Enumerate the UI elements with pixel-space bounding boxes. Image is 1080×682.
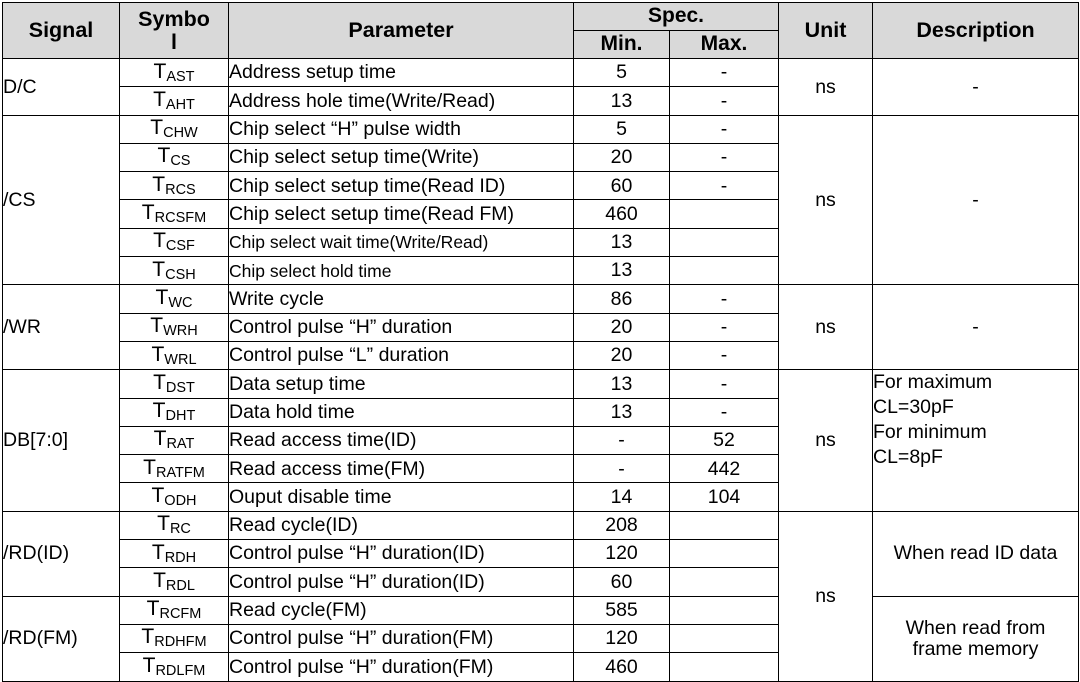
min-cell: 13 <box>574 257 670 285</box>
unit-cell: ns <box>779 59 873 116</box>
symbol-sub: RAT <box>166 436 195 453</box>
min-cell: 460 <box>574 200 670 228</box>
max-cell <box>670 653 779 681</box>
parameter-cell: Control pulse “L” duration <box>229 341 574 369</box>
max-cell <box>670 511 779 539</box>
header-symbol-line2: l <box>171 29 177 54</box>
header-symbol <box>120 3 229 59</box>
symbol-main: T <box>141 201 155 225</box>
symbol-main: T <box>150 116 164 140</box>
unit-cell: ns <box>779 285 873 370</box>
min-cell: 460 <box>574 653 670 681</box>
max-cell <box>670 624 779 652</box>
symbol-sub: WRL <box>164 351 197 368</box>
symbol-sub: CSF <box>165 238 195 255</box>
symbol-main: T <box>157 144 171 168</box>
min-cell: 13 <box>574 228 670 256</box>
parameter-cell: Chip select setup time(Write) <box>229 143 574 171</box>
min-cell: 13 <box>574 370 670 398</box>
symbol-main: T <box>153 427 167 451</box>
parameter-cell: Address setup time <box>229 59 574 87</box>
signal-rd-id: /RD(ID) <box>3 511 120 596</box>
description-cell <box>873 596 1079 681</box>
symbol-sub: RDH <box>164 549 197 566</box>
parameter-cell: Chip select hold time <box>229 257 574 285</box>
symbol-sub: AHT <box>165 96 195 113</box>
min-cell: 20 <box>574 313 670 341</box>
min-cell: 60 <box>574 568 670 596</box>
symbol-sub: RATFM <box>155 464 205 481</box>
description-line: For maximum <box>873 371 993 394</box>
symbol-cell <box>120 59 229 87</box>
symbol-main: T <box>143 455 156 479</box>
header-description: Description <box>873 3 1079 59</box>
symbol-sub: RCS <box>165 181 196 198</box>
description-cell: - <box>873 115 1079 285</box>
min-cell: - <box>574 455 670 483</box>
min-cell: 5 <box>574 115 670 143</box>
signal-dc: D/C <box>3 59 120 116</box>
parameter-cell: Data setup time <box>229 370 574 398</box>
symbol-sub: RDL <box>165 577 195 594</box>
header-signal: Signal <box>3 3 120 59</box>
table-row <box>3 285 1079 313</box>
table-row <box>3 115 1079 143</box>
symbol-cell <box>120 87 229 115</box>
symbol-main: T <box>151 540 165 564</box>
min-cell: 120 <box>574 624 670 652</box>
signal-cs: /CS <box>3 115 120 285</box>
parameter-cell: Chip select “H” pulse width <box>229 115 574 143</box>
parameter-cell: Control pulse “H” duration(ID) <box>229 568 574 596</box>
max-cell: - <box>670 370 779 398</box>
symbol-sub: RC <box>169 521 191 538</box>
symbol-main: T <box>153 87 166 111</box>
min-cell: 585 <box>574 596 670 624</box>
symbol-sub: CSH <box>165 266 196 283</box>
symbol-main: T <box>150 314 164 338</box>
max-cell: 442 <box>670 455 779 483</box>
max-cell: - <box>670 398 779 426</box>
unit-cell: ns <box>779 370 873 511</box>
max-cell: - <box>670 59 779 87</box>
table-row <box>3 596 1079 624</box>
symbol-cell <box>120 313 229 341</box>
symbol-cell <box>120 370 229 398</box>
symbol-sub: WRH <box>163 323 198 340</box>
header-spec: Spec. <box>574 3 779 31</box>
parameter-cell: Address hole time(Write/Read) <box>229 87 574 115</box>
symbol-sub: AST <box>166 68 195 85</box>
symbol-main: T <box>151 483 165 507</box>
min-cell: 60 <box>574 172 670 200</box>
max-cell: - <box>670 87 779 115</box>
symbol-cell <box>120 483 229 511</box>
max-cell: - <box>670 115 779 143</box>
max-cell <box>670 200 779 228</box>
description-line: frame memory <box>912 637 1039 660</box>
max-cell <box>670 540 779 568</box>
max-cell: - <box>670 341 779 369</box>
parameter-cell: Read cycle(FM) <box>229 596 574 624</box>
min-cell: 13 <box>574 398 670 426</box>
symbol-main: T <box>153 568 166 592</box>
min-cell: 5 <box>574 59 670 87</box>
symbol-sub: ODH <box>164 492 197 509</box>
parameter-cell: Read cycle(ID) <box>229 511 574 539</box>
symbol-main: T <box>142 653 156 677</box>
header-unit: Unit <box>779 3 873 59</box>
symbol-cell <box>120 653 229 681</box>
parameter-cell: Chip select setup time(Read FM) <box>229 200 574 228</box>
parameter-cell: Chip select setup time(Read ID) <box>229 172 574 200</box>
timing-spec-table <box>2 2 1079 682</box>
unit-cell: ns <box>779 511 873 681</box>
symbol-main: T <box>152 172 166 196</box>
symbol-sub: CHW <box>163 125 198 142</box>
symbol-cell <box>120 568 229 596</box>
description-line: For minimum <box>873 421 987 444</box>
symbol-cell <box>120 540 229 568</box>
signal-wr: /WR <box>3 285 120 370</box>
description-cell <box>873 370 1079 511</box>
symbol-main: T <box>153 370 166 394</box>
symbol-cell <box>120 228 229 256</box>
min-cell: 120 <box>574 540 670 568</box>
parameter-cell: Ouput disable time <box>229 483 574 511</box>
header-parameter: Parameter <box>229 3 574 59</box>
symbol-cell <box>120 143 229 171</box>
description-line: CL=30pF <box>873 396 954 419</box>
max-cell <box>670 596 779 624</box>
symbol-main: T <box>152 257 166 281</box>
min-cell: 14 <box>574 483 670 511</box>
parameter-cell: Control pulse “H” duration(FM) <box>229 624 574 652</box>
parameter-cell: Control pulse “H” duration <box>229 313 574 341</box>
parameter-cell: Data hold time <box>229 398 574 426</box>
max-cell: - <box>670 313 779 341</box>
header-max: Max. <box>670 31 779 59</box>
max-cell: 104 <box>670 483 779 511</box>
max-cell: - <box>670 285 779 313</box>
max-cell <box>670 568 779 596</box>
min-cell: 20 <box>574 341 670 369</box>
unit-cell: ns <box>779 115 873 285</box>
parameter-cell: Control pulse “H” duration(ID) <box>229 540 574 568</box>
min-cell: 20 <box>574 143 670 171</box>
max-cell <box>670 228 779 256</box>
min-cell: 86 <box>574 285 670 313</box>
symbol-cell <box>120 596 229 624</box>
description-line: When read from <box>905 617 1046 640</box>
symbol-sub: RDLFM <box>155 662 206 679</box>
symbol-cell <box>120 115 229 143</box>
symbol-sub: DHT <box>165 408 196 425</box>
table-row <box>3 511 1079 539</box>
table-row <box>3 59 1079 87</box>
table-row <box>3 370 1079 398</box>
max-cell: - <box>670 172 779 200</box>
symbol-main: T <box>157 512 170 536</box>
symbol-cell <box>120 285 229 313</box>
symbol-sub: RDHFM <box>154 634 207 651</box>
signal-db: DB[7:0] <box>3 370 120 511</box>
symbol-main: T <box>146 597 160 621</box>
header-symbol-line1: Symbo <box>138 6 210 31</box>
symbol-cell <box>120 172 229 200</box>
parameter-cell: Control pulse “H” duration(FM) <box>229 653 574 681</box>
symbol-sub: RCSFM <box>154 210 207 227</box>
symbol-cell <box>120 341 229 369</box>
symbol-main: T <box>152 399 166 423</box>
symbol-main: T <box>141 625 155 649</box>
symbol-sub: WC <box>168 294 193 311</box>
min-cell: 13 <box>574 87 670 115</box>
max-cell: 52 <box>670 426 779 454</box>
description-cell: - <box>873 59 1079 116</box>
parameter-cell: Write cycle <box>229 285 574 313</box>
symbol-main: T <box>153 59 167 83</box>
symbol-main: T <box>151 342 165 366</box>
max-cell <box>670 257 779 285</box>
symbol-cell <box>120 257 229 285</box>
signal-rd-fm: /RD(FM) <box>3 596 120 681</box>
symbol-main: T <box>153 229 166 253</box>
symbol-cell <box>120 511 229 539</box>
description-cell: When read ID data <box>873 511 1079 596</box>
symbol-cell <box>120 426 229 454</box>
parameter-cell: Chip select wait time(Write/Read) <box>229 228 574 256</box>
symbol-sub: DST <box>165 379 195 396</box>
min-cell: - <box>574 426 670 454</box>
symbol-sub: CS <box>170 153 191 170</box>
header-min: Min. <box>574 31 670 59</box>
symbol-cell <box>120 624 229 652</box>
symbol-cell <box>120 398 229 426</box>
symbol-sub: RCFM <box>159 606 202 623</box>
description-line: CL=8pF <box>873 446 943 469</box>
description-cell: - <box>873 285 1079 370</box>
parameter-cell: Read access time(FM) <box>229 455 574 483</box>
symbol-main: T <box>155 285 169 309</box>
parameter-cell: Read access time(ID) <box>229 426 574 454</box>
symbol-cell <box>120 455 229 483</box>
max-cell: - <box>670 143 779 171</box>
symbol-cell <box>120 200 229 228</box>
min-cell: 208 <box>574 511 670 539</box>
